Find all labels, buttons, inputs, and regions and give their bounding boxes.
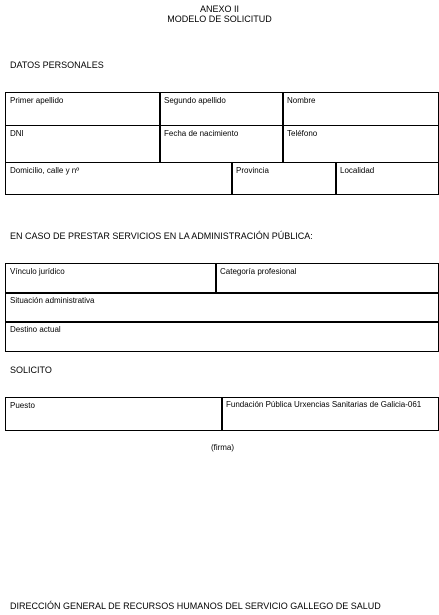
destino-label: Destino actual bbox=[10, 325, 61, 334]
fecha-nacimiento-field[interactable] bbox=[159, 125, 284, 163]
dni-label: DNI bbox=[10, 129, 24, 138]
solicito-heading: SOLICITO bbox=[10, 365, 52, 375]
puesto-entity: Fundación Pública Urxencias Sanitarias de Galicia-061 bbox=[221, 397, 439, 431]
annex-title: ANEXO II bbox=[199, 4, 239, 14]
domicilio-label: Domicilio, calle y nº bbox=[10, 166, 80, 175]
personal-data-heading: DATOS PERSONALES bbox=[10, 60, 104, 70]
fecha-nacimiento-label: Fecha de nacimiento bbox=[164, 129, 239, 138]
situacion-label: Situación administrativa bbox=[10, 296, 95, 305]
domicilio-field[interactable] bbox=[5, 162, 233, 195]
dni-field[interactable] bbox=[5, 125, 161, 163]
provincia-field[interactable] bbox=[231, 162, 337, 195]
categoria-label: Categoría profesional bbox=[220, 267, 297, 276]
primer-apellido-label: Primer apellido bbox=[10, 96, 64, 105]
nombre-label: Nombre bbox=[287, 96, 316, 105]
form-title: MODELO DE SOLICITUD bbox=[167, 14, 272, 24]
provincia-label: Provincia bbox=[236, 166, 269, 175]
localidad-label: Localidad bbox=[340, 166, 375, 175]
vinculo-label: Vínculo jurídico bbox=[10, 267, 65, 276]
admin-heading: EN CASO DE PRESTAR SERVICIOS EN LA ADMINISTRACIÓN PÚBLICA: bbox=[10, 231, 313, 241]
footer-recipient: DIRECCIÓN GENERAL DE RECURSOS HUMANOS DEL SERVICIO GALLEGO DE SALUD bbox=[10, 601, 381, 611]
categoria-field[interactable] bbox=[215, 263, 439, 294]
segundo-apellido-label: Segundo apellido bbox=[164, 96, 226, 105]
puesto-field[interactable] bbox=[5, 397, 223, 431]
telefono-field[interactable] bbox=[282, 125, 439, 163]
vinculo-field[interactable] bbox=[5, 263, 217, 294]
signature-label: (firma) bbox=[210, 443, 235, 452]
localidad-field[interactable] bbox=[335, 162, 439, 195]
segundo-apellido-field[interactable] bbox=[159, 92, 284, 126]
situacion-field[interactable] bbox=[5, 292, 439, 323]
telefono-label: Teléfono bbox=[287, 129, 318, 138]
nombre-field[interactable] bbox=[282, 92, 439, 126]
primer-apellido-field[interactable] bbox=[5, 92, 161, 126]
puesto-label: Puesto bbox=[10, 401, 35, 410]
destino-field[interactable] bbox=[5, 321, 439, 352]
